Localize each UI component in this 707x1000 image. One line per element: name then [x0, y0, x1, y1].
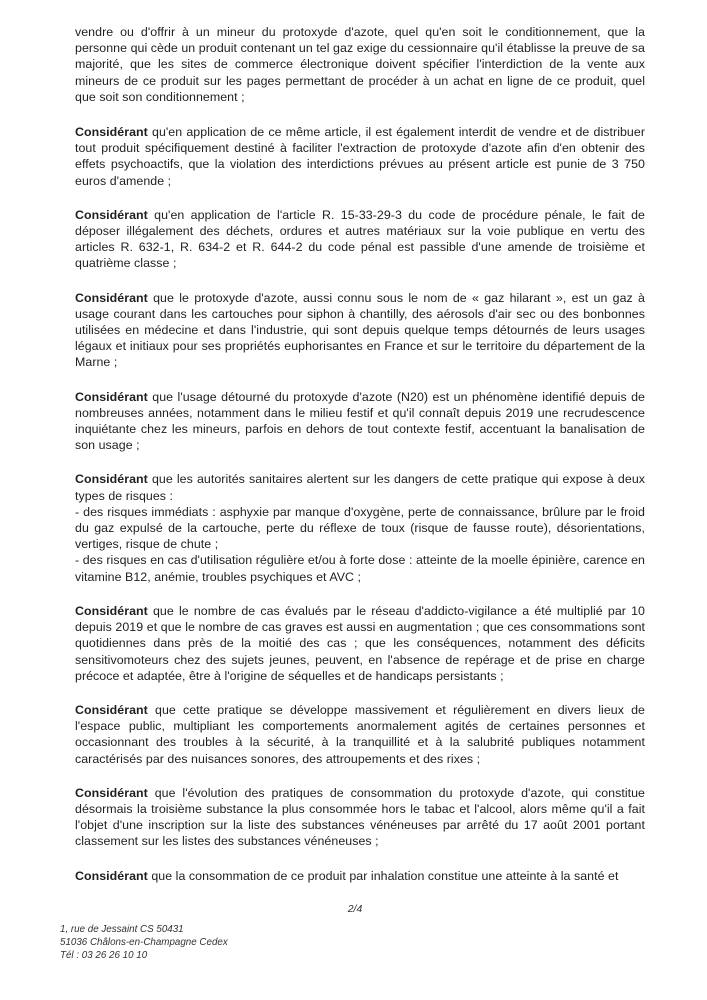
- paragraph-3: [75, 207, 645, 272]
- paragraph-text: que le nombre de cas évalués par le réseau d'addicto-vigilance a été multiplié par 10 depuis 2019 et que le nombre de cas graves est aussi en augmentation ; que ces consommations sont quotidiennes dans près de la moitié des cas ; que les conséquences, notamment des déficits sensitivomoteurs chez des sujets jeunes, peuvent, en l'absence de repérage et de prise en charge précoce et adaptée, être à l'origine de séquelles et de handicaps persistants ;: [75, 603, 645, 683]
- paragraph-text: qu'en application de l'article R. 15-33-29-3 du code de procédure pénale, le fait de déposer illégalement des déchets, ordures et autres matériaux sur la voie publique en vertu des articles R. 632-1, R. 634-2 et R. 644-2 du code pénal est passible d'une amende de troisième et quatrième classe ;: [75, 207, 645, 271]
- considerant-keyword: Considérant: [75, 785, 148, 800]
- risk-list-item: - des risques en cas d'utilisation régulière et/ou à forte dose : atteinte de la moelle épinière, carence en vitamine B12, anémie, troubles psychiques et AVC ;: [75, 553, 645, 584]
- paragraph-5: [75, 389, 645, 454]
- footer-address: [60, 924, 228, 962]
- paragraph-text: que l'évolution des pratiques de consommation du protoxyde d'azote, qui constitue désormais la troisième substance la plus consommée hors le tabac et l'alcool, alors même qu'il a fait l'objet d'une inscription sur la liste des substances vénéneuses par arrêté du 17 août 2001 portant classement sur les listes des substances vénéneuses ;: [75, 785, 645, 849]
- considerant-keyword: Considérant: [75, 125, 148, 140]
- paragraph-text: qu'en application de ce même article, il est également interdit de vendre et de distribuer tout produit spécifiquement destiné à faciliter l'extraction de protoxyde d'azote afin d'en obtenir des effets psychoactifs, que la violation des interdictions prévues au présent article est punie de 3 750 euros d'amende ;: [75, 125, 645, 188]
- paragraph-6: [75, 471, 645, 584]
- paragraph-text: que l'usage détourné du protoxyde d'azote (N20) est un phénomène identifié depuis de nombreuses années, notamment dans le milieu festif et qu'il connaît depuis 2019 une recrudescence inquiétante chez les mineurs, parfois en dehors de tout contexte festif, accentuant la banalisation de son usage ;: [75, 389, 645, 453]
- paragraph-text: que cette pratique se développe massivement et régulièrement en divers lieux de l'espace public, multipliant les comportements anormalement agités de certaines personnes et occasionnant des troubles à la sécurité, à la tranquillité et à la salubrité publiques notamment caractérisés par des nuisances sonores, des attroupements et des rixes ;: [75, 702, 645, 766]
- considerant-keyword: Considérant: [75, 603, 148, 618]
- footer-street: 1, rue de Jessaint CS 50431: [60, 924, 184, 935]
- considerant-keyword: Considérant: [75, 207, 148, 222]
- footer-phone: Tél : 03 26 26 10 10: [60, 949, 148, 961]
- paragraph-text: que les autorités sanitaires alertent sur les dangers de cette pratique qui expose à deux types de risques :: [75, 472, 645, 503]
- paragraph-7: [75, 603, 645, 684]
- risk-list-item: - des risques immédiats : asphyxie par manque d'oxygène, perte de connaissance, brûlure par le froid du gaz expulsé de la cartouche, perte du réflexe de toux (risque de fausse route), désorientations, vertiges, risque de chute ;: [75, 504, 645, 552]
- page-number: 2/4: [347, 903, 363, 915]
- paragraph-1: [75, 24, 645, 105]
- paragraph-9: [75, 785, 645, 850]
- document-body: [75, 24, 645, 902]
- paragraph-8: [75, 702, 645, 767]
- considerant-keyword: Considérant: [75, 290, 148, 305]
- footer-city: 51036 Châlons-en-Champagne Cedex: [60, 936, 228, 948]
- paragraph-text: que la consommation de ce produit par inhalation constitue une atteinte à la santé et: [147, 868, 619, 883]
- paragraph-4: [75, 290, 645, 371]
- considerant-keyword: Considérant: [75, 868, 148, 883]
- considerant-keyword: Considérant: [75, 472, 148, 487]
- paragraph-10: [75, 868, 645, 884]
- paragraph-text: vendre ou d'offrir à un mineur du protoxyde d'azote, quel qu'en soit le conditionnement, que la personne qui cède un produit contenant un tel gaz exige du cessionnaire qu'il établisse la preuve de sa majorité, que les sites de commerce électronique doivent spécifier l'interdiction de la vente aux mineurs de ce produit sur les pages permettant de procéder à un achat en ligne de ce produit, quel que soit son conditionnement ;: [75, 25, 645, 104]
- paragraph-text: que le protoxyde d'azote, aussi connu sous le nom de « gaz hilarant », est un gaz à usage courant dans les cartouches pour siphon à chantilly, des aérosols d'air sec ou des bonbonnes utilisées en médecine et dans l'industrie, qui sont depuis quelque temps détournés de leurs usages légaux et initiaux pour ses propriétés euphorisantes en France et sur le territoire du département de la Marne ;: [75, 290, 645, 370]
- paragraph-2: [75, 124, 645, 189]
- considerant-keyword: Considérant: [75, 702, 148, 717]
- considerant-keyword: Considérant: [75, 389, 148, 404]
